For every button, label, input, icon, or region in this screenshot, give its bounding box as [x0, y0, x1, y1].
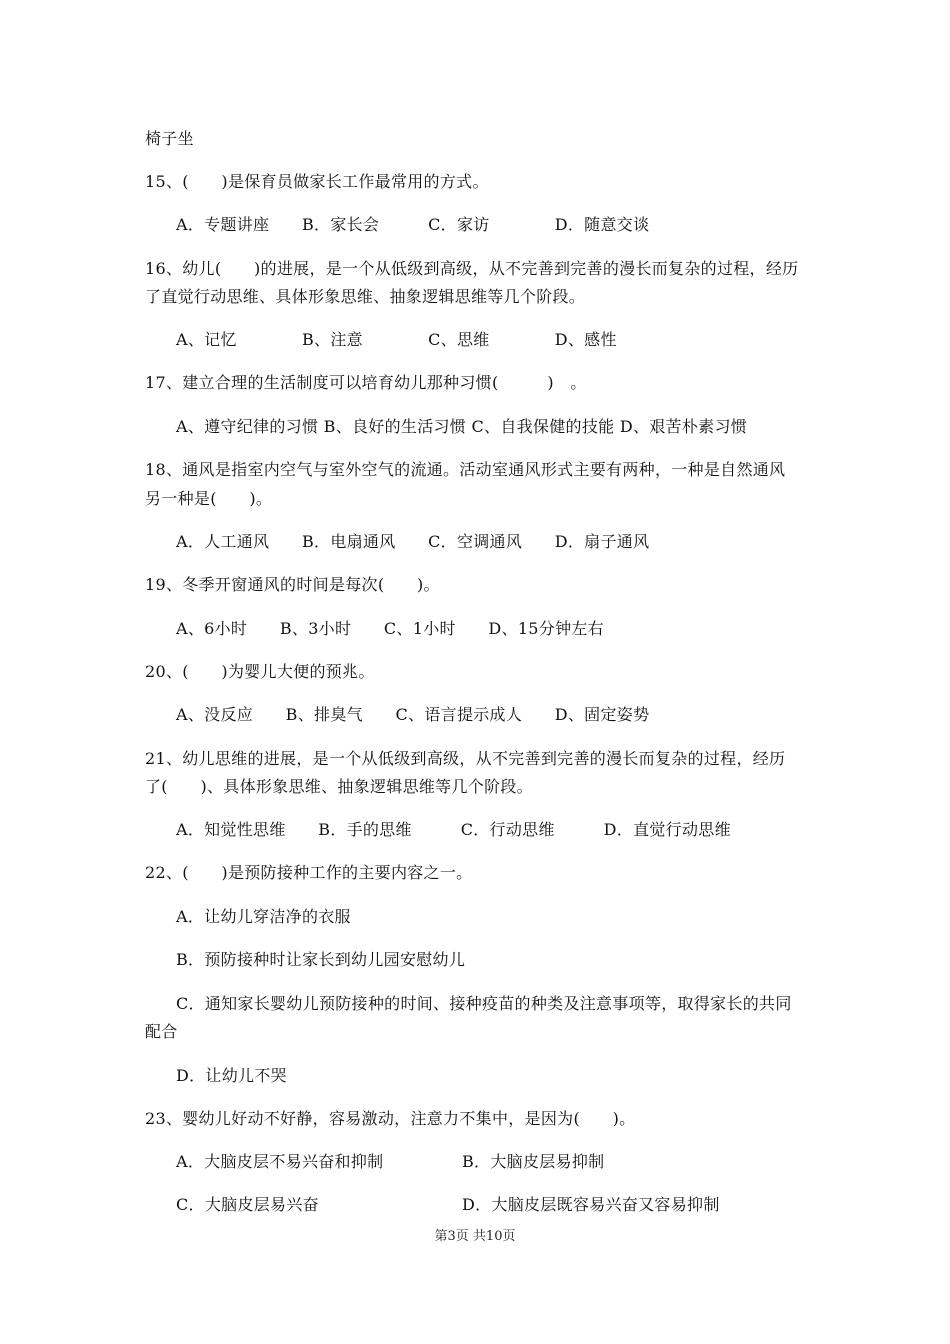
question-16-options: A、记忆 B、注意 C、思维 D、感性 [176, 330, 617, 349]
question-15-options: A．专题讲座 B．家长会 C．家访 D．随意交谈 [176, 215, 650, 234]
question-21-options: A．知觉性思维 B．手的思维 C．行动思维 D．直觉行动思维 [176, 820, 731, 839]
question-19-options: A、6小时 B、3小时 C、1小时 D、15分钟左右 [176, 619, 604, 638]
text-fragment: 椅子坐 [145, 129, 194, 148]
question-18-stem-line-1: 18、通风是指室内空气与室外空气的流通。活动室通风形式主要有两种，一种是自然通风 [145, 460, 786, 479]
question-21-stem-line-2: 了( )、具体形象思维、抽象逻辑思维等几个阶段。 [145, 777, 533, 796]
question-22-option-c-line-1: C．通知家长婴幼儿预防接种的时间、接种疫苗的种类及注意事项等，取得家长的共同 [176, 994, 792, 1013]
question-21-stem-line-1: 21、幼儿思维的进展，是一个从低级到高级，从不完善到完善的漫长而复杂的过程，经历 [145, 749, 786, 768]
question-17-options: A、遵守纪律的习惯 B、良好的生活习惯 C、自我保健的技能 D、艰苦朴素习惯 [176, 417, 748, 436]
question-22-option-b: B．预防接种时让家长到幼儿园安慰幼儿 [176, 950, 466, 969]
question-22-option-c-line-2: 配合 [145, 1022, 178, 1041]
question-20-stem: 20、( )为婴儿大便的预兆。 [145, 662, 375, 681]
question-19-stem: 19、冬季开窗通风的时间是每次( )。 [145, 575, 440, 594]
question-23-option-b: B．大脑皮层易抑制 [462, 1152, 605, 1171]
question-18-stem-line-2: 另一种是( )。 [145, 489, 273, 508]
question-23-option-d: D．大脑皮层既容易兴奋又容易抑制 [462, 1195, 720, 1214]
question-16-stem-line-1: 16、幼儿( )的进展，是一个从低级到高级，从不完善到完善的漫长而复杂的过程，经历 [145, 259, 799, 278]
question-18-options: A．人工通风 B．电扇通风 C．空调通风 D．扇子通风 [176, 532, 650, 551]
question-22-option-d: D．让幼儿不哭 [176, 1066, 287, 1085]
page-number: 第3页 共10页 [434, 1229, 516, 1244]
question-17-stem: 17、建立合理的生活制度可以培育幼儿那种习惯( ) 。 [145, 373, 587, 392]
question-23-option-c: C．大脑皮层易兴奋 [176, 1195, 319, 1214]
question-23-option-a: A．大脑皮层不易兴奋和抑制 [176, 1152, 384, 1171]
question-16-stem-line-2: 了直觉行动思维、具体形象思维、抽象逻辑思维等几个阶段。 [145, 287, 586, 306]
question-22-option-a: A．让幼儿穿洁净的衣服 [176, 907, 351, 926]
question-20-options: A、没反应 B、排臭气 C、语言提示成人 D、固定姿势 [176, 705, 650, 724]
question-22-stem: 22、( )是预防接种工作的主要内容之一。 [145, 863, 473, 882]
question-23-stem: 23、婴幼儿好动不好静，容易激动，注意力不集中，是因为( )。 [145, 1109, 636, 1128]
question-15-stem: 15、( )是保育员做家长工作最常用的方式。 [145, 172, 489, 191]
